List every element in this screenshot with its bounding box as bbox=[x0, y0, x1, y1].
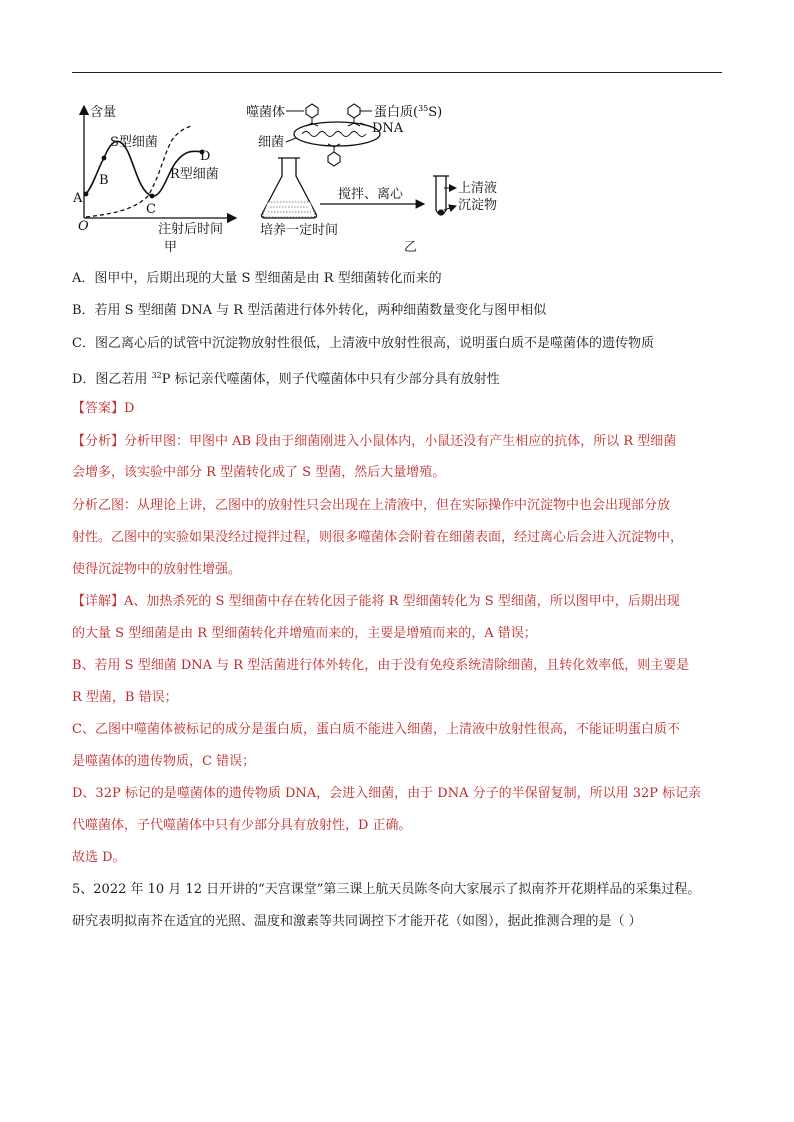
detail-line: D、32P 标记的是噬菌体的遗传物质 DNA，会进入细菌，由于 DNA 分子的半保留复制，所以用 32P 标记亲 bbox=[72, 786, 702, 801]
point-b-dot bbox=[102, 156, 107, 161]
detail-line: 代噬菌体，子代噬菌体中只有少部分具有放射性，D 正确。 bbox=[72, 818, 412, 833]
question-5-line: 5、2022 年 10 月 12 日开讲的“天宫课堂”第三课上航天员陈冬向大家展示了拟南芥开花期样品的采集过程。 bbox=[72, 882, 701, 897]
s-curve-label: S型细菌 bbox=[110, 135, 158, 150]
option-d: D．图乙若用 $^{32}$P 标记亲代噬菌体，则子代噬菌体中只有少部分具有放射性 bbox=[72, 371, 500, 387]
dna-label: DNA bbox=[372, 121, 404, 136]
panel-label-jia: 甲 bbox=[164, 240, 178, 255]
point-c-label: C bbox=[146, 202, 156, 217]
point-d-label: D bbox=[200, 149, 211, 164]
supernatant-label: 上清液 bbox=[458, 181, 498, 196]
bacteria-label: 细菌 bbox=[258, 135, 285, 150]
flask-icon bbox=[262, 158, 317, 218]
option-a: A．图甲中，后期出现的大量 S 型细菌是由 R 型细菌转化而来的 bbox=[72, 271, 442, 286]
graph-jia bbox=[72, 105, 236, 255]
header-rule bbox=[72, 72, 722, 73]
bacteria-leader bbox=[286, 138, 296, 142]
detail-line: 是噬菌体的遗传物质，C 错误； bbox=[72, 754, 256, 769]
question-5-line: 研究表明拟南芥在适宜的光照、温度和激素等共同调控下才能开花（如图），据此推测合理的是（ ） bbox=[72, 914, 642, 929]
detail-line: 的大量 S 型细菌是由 R 型细菌转化并增殖而来的，主要是增殖而来的，A 错误； bbox=[72, 626, 537, 641]
panel-label-yi: 乙 bbox=[404, 240, 418, 255]
point-a-dot bbox=[84, 192, 89, 197]
detail-line: B、若用 S 型细菌 DNA 与 R 型活菌进行体外转化，由于没有免疫系统清除细菌，且转化效率低，则主要是 bbox=[72, 658, 690, 673]
process-label: 搅拌、离心 bbox=[338, 187, 404, 202]
protein-label: 蛋白质($^{35}$S) bbox=[374, 104, 443, 120]
detail-line: 故选 D。 bbox=[72, 850, 126, 865]
detail-line: 【详解】A、加热杀死的 S 型细菌中存在转化因子能将 R 型细菌转化为 S 型细菌，所以图甲中，后期出现 bbox=[72, 594, 680, 609]
detail-line: C、乙图中噬菌体被标记的成分是蛋白质，蛋白质不能进入细菌，上清液中放射性很高，不能证明蛋白质不 bbox=[72, 722, 680, 737]
culture-label: 培养一定时间 bbox=[260, 223, 339, 238]
precipitate-label: 沉淀物 bbox=[458, 198, 498, 213]
phage-icon-1 bbox=[306, 104, 318, 126]
answer: 【答案】D bbox=[72, 401, 135, 416]
phage-icon-3 bbox=[328, 144, 340, 166]
analysis-line: 使得沉淀物中的放射性增强。 bbox=[72, 562, 242, 577]
y-axis-label: 含量 bbox=[90, 105, 117, 120]
detail-line: R 型菌，B 错误； bbox=[72, 690, 178, 705]
figure-svg bbox=[72, 96, 532, 260]
diagram-yi bbox=[246, 104, 497, 255]
point-c-dot bbox=[150, 194, 155, 199]
analysis-line: 会增多，该实验中部分 R 型菌转化成了 S 型菌，然后大量增殖。 bbox=[72, 465, 446, 480]
origin-label: O bbox=[78, 219, 89, 234]
x-axis-label: 注射后时间 bbox=[158, 222, 224, 237]
option-b: B．若用 S 型细菌 DNA 与 R 型活菌进行体外转化，两种细菌数量变化与图甲相似 bbox=[72, 303, 547, 318]
question-figure bbox=[72, 96, 532, 260]
r-curve-label: R型细菌 bbox=[170, 167, 219, 182]
phage-label: 噬菌体 bbox=[246, 105, 286, 120]
analysis-line: 射性。乙图中的实验如果没经过搅拌过程，则很多噬菌体会附着在细菌表面，经过离心后会进入沉淀物中， bbox=[72, 530, 684, 545]
analysis-line: 分析乙图：从理论上讲，乙图中的放射性只会出现在上清液中，但在实际操作中沉淀物中也会出现部分放 bbox=[72, 498, 671, 513]
analysis-line: 【分析】分析甲图：甲图中 AB 段由于细菌刚进入小鼠体内，小鼠还没有产生相应的抗体，所以 R 型细菌 bbox=[72, 434, 677, 449]
point-b-label: B bbox=[99, 173, 109, 188]
option-c: C．图乙离心后的试管中沉淀物放射性很低，上清液中放射性很高，说明蛋白质不是噬菌体的遗传物质 bbox=[72, 336, 654, 351]
point-a-label: A bbox=[73, 191, 83, 206]
